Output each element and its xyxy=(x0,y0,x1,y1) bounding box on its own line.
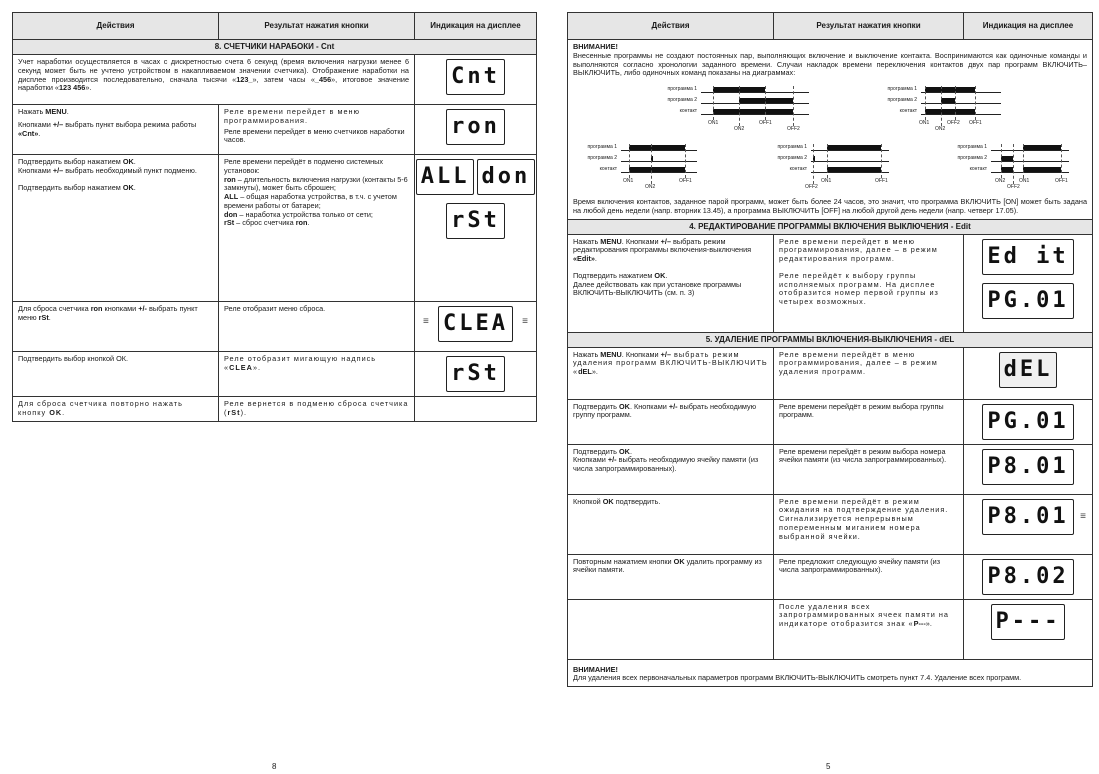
header-actions: Действия xyxy=(13,13,219,40)
lcd-display: don xyxy=(477,159,536,195)
action-cell: Повторным нажатием кнопки OK удалить программу из ячейки памяти. xyxy=(568,554,774,599)
lcd-display: Ed it xyxy=(982,239,1073,275)
display-cell xyxy=(415,55,537,105)
section-title: 8. СЧЕТЧИКИ НАРАБОКИ - Cnt xyxy=(13,40,537,55)
diagram-label: ON2 xyxy=(935,126,946,132)
diagram-label: ON2 xyxy=(734,126,745,132)
display-cell xyxy=(964,399,1093,444)
display-cell xyxy=(964,234,1093,332)
right-table xyxy=(567,12,1093,687)
result-cell: Реле времени перейдёт в меню программирования, далее – в режим удаления программ. xyxy=(774,347,964,399)
diagram-label: OFF1 xyxy=(969,120,982,126)
diagram-label: программа 2 xyxy=(667,97,697,103)
timing-diagram xyxy=(763,144,893,192)
note-cell xyxy=(568,40,1093,220)
diagram-label: OFF1 xyxy=(1055,178,1068,184)
blink-icon: ≡ xyxy=(423,316,429,327)
diagram-label: контакт xyxy=(969,166,987,172)
attention-title: ВНИМАНИЕ! xyxy=(573,664,618,674)
lcd-display: rSt xyxy=(446,356,505,392)
diagram-label: ON1 xyxy=(623,178,634,184)
timing-diagram xyxy=(943,144,1073,192)
display-cell xyxy=(964,444,1093,494)
diagram-label: ON2 xyxy=(995,178,1006,184)
action-cell: Подтвердить OK. Кнопками +/- выбрать необходимую ячейку памяти (из числа запрограммированных). xyxy=(568,444,774,494)
header-display: Индикация на дисплее xyxy=(964,13,1093,40)
action-cell: Для сброса счетчика повторно нажать кнопку OK. xyxy=(13,397,219,422)
result-cell: Реле отобразит мигающую надпись «CLEA». xyxy=(219,352,415,397)
action-cell: Подтвердить выбор нажатием OK. Кнопками +/– выбрать необходимый пункт подменю. Подтвердить выбор нажатием OK. xyxy=(13,155,219,302)
lcd-display: ron xyxy=(446,109,505,145)
diagram-label: OFF2 xyxy=(1007,184,1020,190)
attention-title: ВНИМАНИЕ! xyxy=(573,42,618,51)
result-cell: После удаления всех запрограммированных ячеек памяти на индикаторе отобразится знак «P---». xyxy=(774,599,964,659)
display-cell xyxy=(415,155,537,302)
header-actions: Действия xyxy=(568,13,774,40)
page-number-right: 5 xyxy=(826,762,831,771)
diagram-label: OFF2 xyxy=(787,126,800,132)
action-cell: Нажать MENU. Кнопками +/– выбрать режим удаления программ ВКЛЮЧИТЬ-ВЫКЛЮЧИТЬ «dEL». xyxy=(568,347,774,399)
result-cell: Реле предложит следующую ячейку памяти (из числа запрограммированных). xyxy=(774,554,964,599)
lcd-display: P8.01 xyxy=(982,499,1073,535)
display-cell xyxy=(415,397,537,422)
diagram-label: OFF2 xyxy=(947,120,960,126)
result-cell: Реле времени перейдёт в режим выбора номера ячейки памяти (из числа запрограммированных). xyxy=(774,444,964,494)
lcd-display: ALL xyxy=(416,159,475,195)
display-cell xyxy=(964,494,1093,554)
result-cell: Реле времени перейдет в меню программирования. Реле времени перейдет в меню счетчиков наработки часов. xyxy=(219,105,415,155)
note-cell xyxy=(568,659,1093,687)
lcd-display: P--- xyxy=(991,604,1066,640)
display-cell xyxy=(964,347,1093,399)
diagram-label: программа 2 xyxy=(957,155,987,161)
lcd-display: P8.01 xyxy=(982,449,1073,485)
intro-text: Учет наработки осуществляется в часах с дискретностью счета 6 секунд (время включения нагрузки менее 6 секунд может быть не учтено устройством в накапливаемом значении счетчика). Отображение наработки на дисплее производится последовательно, сначала тысячи «123_», затем часы «_456», итоговое значение наработки «123 456». xyxy=(13,55,415,105)
display-cell xyxy=(415,105,537,155)
diagram-label: контакт xyxy=(899,108,917,114)
lcd-display: PG.01 xyxy=(982,283,1073,319)
result-cell: Реле вернется в подменю сброса счетчика (rSt). xyxy=(219,397,415,422)
display-cell xyxy=(964,554,1093,599)
result-cell: Реле отобразит меню сброса. xyxy=(219,302,415,352)
timing-diagram xyxy=(573,144,703,192)
result-cell: Реле времени перейдет в меню программирования, далее – в режим редактирования программ. Реле перейдёт к выбору группы исполняемых программ. На дисплее отобразится номер первой группы из четырех возможных. xyxy=(774,234,964,332)
left-table xyxy=(12,12,537,422)
timing-diagram xyxy=(873,86,1003,134)
diagram-label: ON1 xyxy=(708,120,719,126)
diagram-label: OFF1 xyxy=(679,178,692,184)
lcd-display: P8.02 xyxy=(982,559,1073,595)
diagram-label: программа 1 xyxy=(667,86,697,92)
result-cell: Реле времени перейдёт в режим ожидания на подтверждение удаления. Сигнализируется непрерывным попеременным миганием номера выбранной ячейки. xyxy=(774,494,964,554)
diagram-label: ON1 xyxy=(821,178,832,184)
diagram-label: контакт xyxy=(679,108,697,114)
result-cell: Реле времени перейдёт в подменю системных установок: ron – длительность включения нагрузки (контакты 5-6 замкнуты), может быть сброшен; ALL – общая наработка устройства, в т.ч. с учетом времени работы от батареи; don – наработка устройства только от сети; rSt – сброс счетчика ron. xyxy=(219,155,415,302)
left-page xyxy=(12,12,536,422)
diagram-label: программа 1 xyxy=(587,144,617,150)
diagram-label: OFF1 xyxy=(759,120,772,126)
header-display: Индикация на дисплее xyxy=(415,13,537,40)
display-cell xyxy=(415,352,537,397)
diagram-label: контакт xyxy=(789,166,807,172)
blink-icon: ≡ xyxy=(1080,510,1086,522)
diagram-label: программа 1 xyxy=(887,86,917,92)
header-result: Результат нажатия кнопки xyxy=(219,13,415,40)
action-cell: Подтвердить OK. Кнопками +/- выбрать необходимую группу программ. xyxy=(568,399,774,444)
note-text: Для удаления всех первоначальных параметров программ ВКЛЮЧИТЬ-ВЫКЛЮЧИТЬ смотреть пункт 7.4. Удаление всех программ. xyxy=(573,673,1022,683)
lcd-display: Cnt xyxy=(446,59,505,95)
timing-diagram xyxy=(653,86,833,134)
action-cell: Нажать MENU. Кнопками +/– выбрать режим редактирования программы включения-выключения «Edit». Подтвердить нажатием OK. Далее действовать как при установке программы ВКЛЮЧИТЬ-ВЫКЛЮЧИТЬ (см. п. 3) xyxy=(568,234,774,332)
diagram-label: программа 2 xyxy=(887,97,917,103)
action-cell: Для сброса счетчика ron кнопками +/- выбрать пункт меню rSt. xyxy=(13,302,219,352)
section-title: 5. УДАЛЕНИЕ ПРОГРАММЫ ВКЛЮЧЕНИЯ-ВЫКЛЮЧЕНИЯ - dEL xyxy=(568,332,1093,347)
display-cell xyxy=(964,599,1093,659)
lcd-display: CLEA xyxy=(438,306,513,342)
header-result: Результат нажатия кнопки xyxy=(774,13,964,40)
diagram-label: ON1 xyxy=(919,120,930,126)
lcd-display: rSt xyxy=(446,203,505,239)
display-cell xyxy=(415,302,537,352)
lcd-display: PG.01 xyxy=(982,404,1073,440)
action-cell: Кнопкой OK подтвердить. xyxy=(568,494,774,554)
action-cell: Подтвердить выбор кнопкой ОК. xyxy=(13,352,219,397)
diagram-label: программа 2 xyxy=(587,155,617,161)
diagram-label: контакт xyxy=(599,166,617,172)
right-page xyxy=(567,12,1092,687)
diagram-label: программа 1 xyxy=(957,144,987,150)
blink-icon: ≡ xyxy=(522,316,528,327)
section-title: 4. РЕДАКТИРОВАНИЕ ПРОГРАММЫ ВКЛЮЧЕНИЯ ВЫКЛЮЧЕНИЯ - Edit xyxy=(568,219,1093,234)
page-number-left: 8 xyxy=(272,762,277,771)
diagram-label: программа 2 xyxy=(777,155,807,161)
diagram-label: ON1 xyxy=(1019,178,1030,184)
lcd-display: dEL xyxy=(999,352,1058,388)
note-text: Время включения контактов, заданное парой программ, может быть более 24 часов, это значит, что программа ВКЛЮЧИТЬ [ON] может быть задана на любой день недели (напр. вторник 13.45), а программа ВЫКЛЮЧИТЬ [OFF] на любой другой день недели (напр. четверг 17.05). xyxy=(573,197,1087,215)
diagram-label: программа 1 xyxy=(777,144,807,150)
action-cell xyxy=(568,599,774,659)
timing-diagrams xyxy=(573,78,1087,198)
result-cell: Реле времени перейдёт в режим выбора группы программ. xyxy=(774,399,964,444)
diagram-label: ON2 xyxy=(645,184,656,190)
diagram-label: OFF2 xyxy=(805,184,818,190)
note-text: Внесенные программы не создают постоянных пар, выполняющих включение и выключение контакта. Воспринимаются как одиночные команды и выполняются согласно хронологии заданного времени. Случаи накладок времени переключения контактов двух пар программ ВКЛЮЧИТЬ–ВЫКЛЮЧИТЬ, либо одиночных команд показаны на диаграммах: xyxy=(573,50,1087,78)
diagram-label: OFF1 xyxy=(875,178,888,184)
action-cell: Нажать MENU. Кнопками +/– выбрать пункт выбора режима работы «Cnt». xyxy=(13,105,219,155)
